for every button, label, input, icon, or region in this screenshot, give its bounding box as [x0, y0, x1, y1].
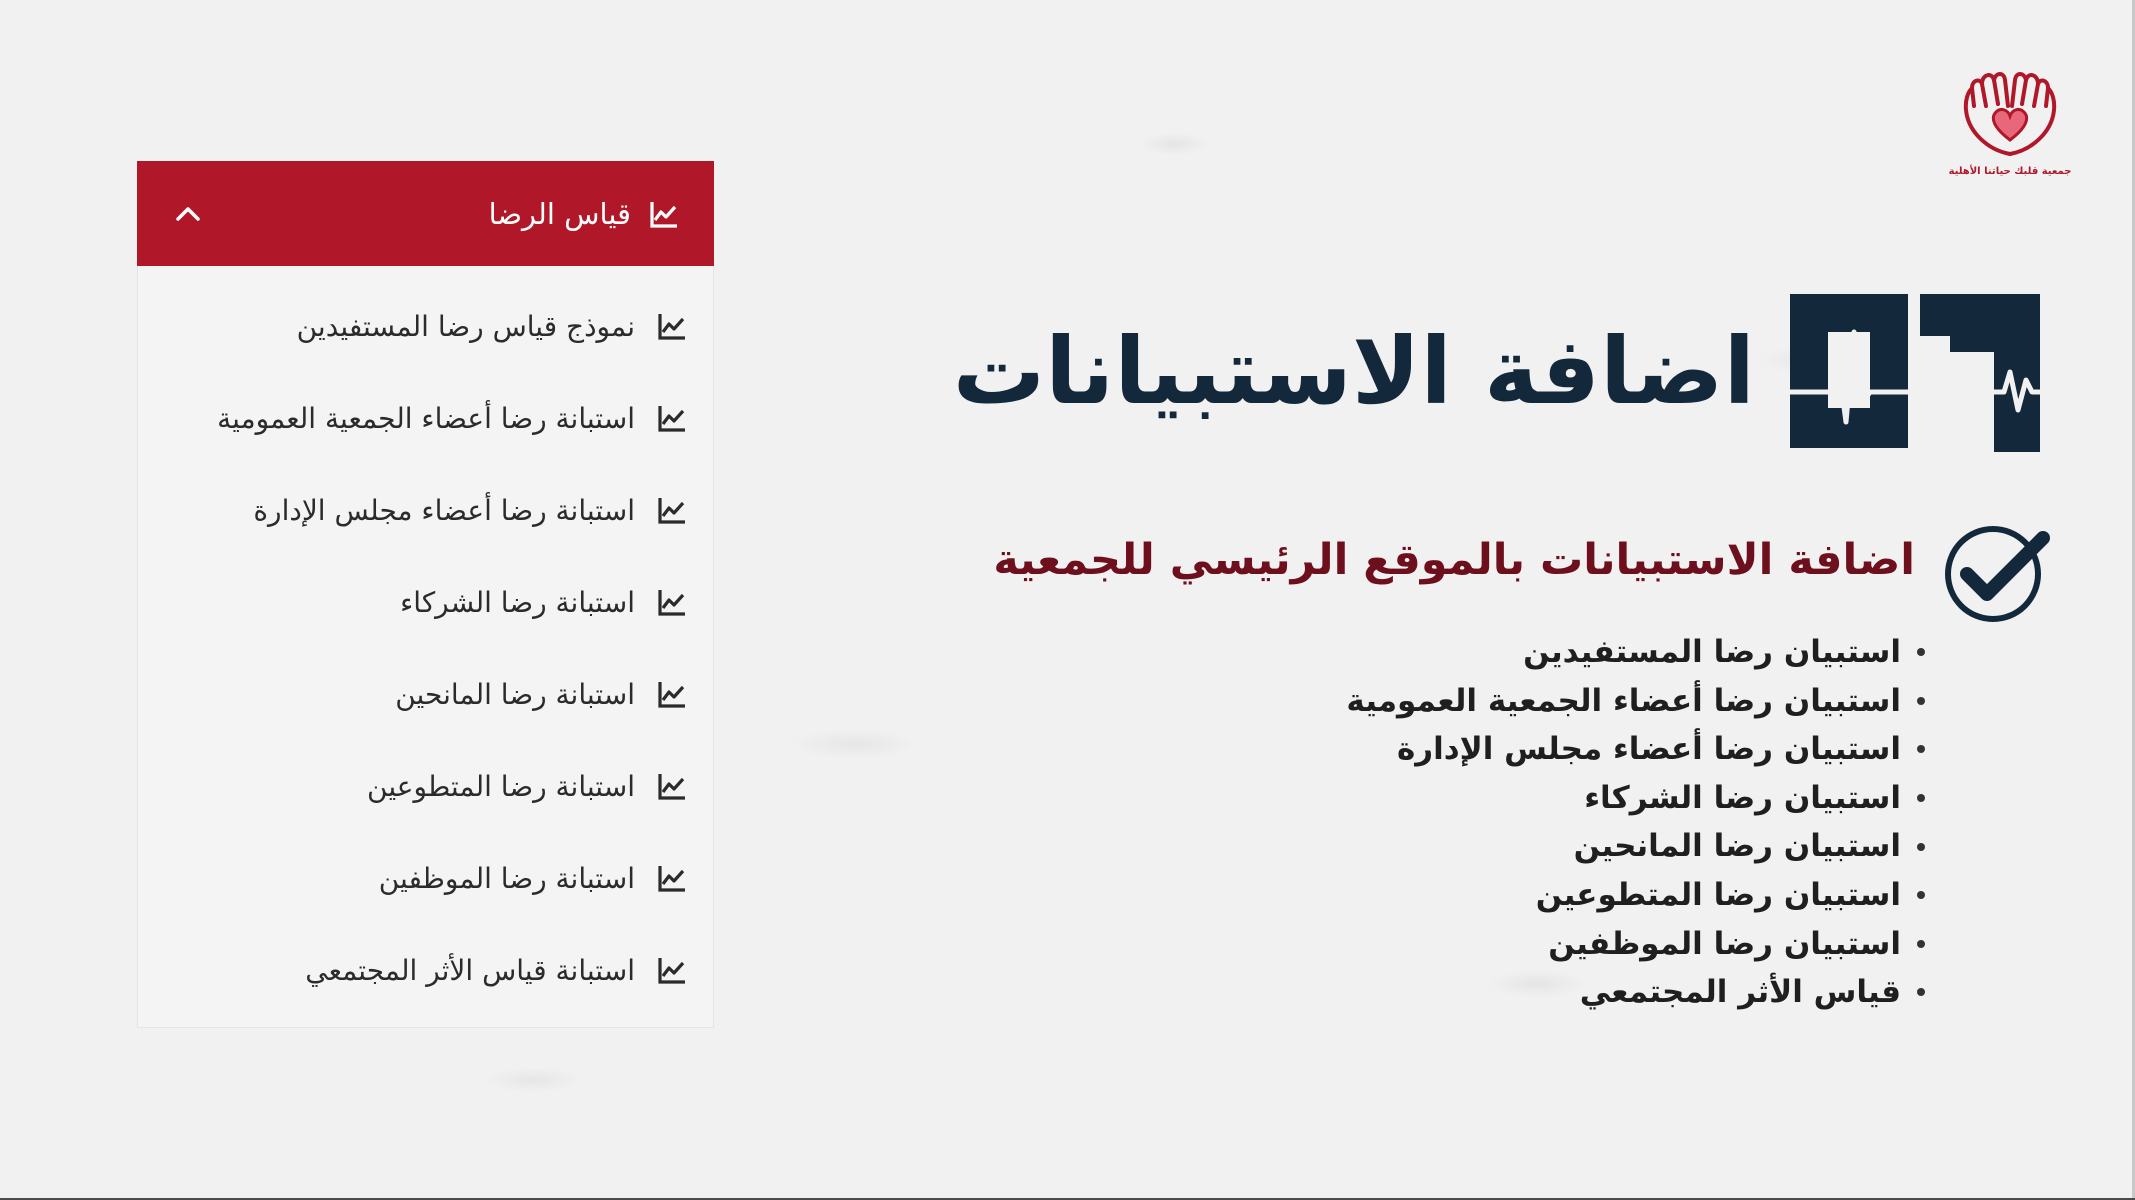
bullet-icon — [1917, 891, 1925, 899]
logo-caption: جمعية قلبك حياتنا الأهلية — [1948, 166, 2072, 177]
menu-item-label: نموذج قياس رضا المستفيدين — [296, 309, 635, 343]
chart-line-icon — [649, 199, 679, 229]
chart-line-icon — [657, 863, 687, 893]
chart-line-icon — [657, 311, 687, 341]
organization-logo — [1945, 66, 2075, 177]
dropdown-header-content — [489, 197, 679, 231]
menu-item-label: استبانة رضا الشركاء — [400, 585, 635, 619]
list-item-text: استبيان رضا المتطوعين — [1535, 876, 1901, 913]
chart-line-icon — [657, 495, 687, 525]
menu-item-label: استبانة رضا أعضاء مجلس الإدارة — [253, 493, 635, 527]
menu-item-label: استبانة رضا المتطوعين — [367, 769, 635, 803]
list-item — [1346, 920, 1925, 969]
chart-line-icon — [657, 587, 687, 617]
chart-line-icon — [657, 955, 687, 985]
list-item — [1346, 628, 1925, 677]
section-subtitle: اضافة الاستبيانات بالموقع الرئيسي للجمعية — [993, 535, 1915, 585]
bullet-icon — [1917, 794, 1925, 802]
menu-item-label: استبانة رضا المانحين — [395, 677, 635, 711]
menu-item-employees[interactable] — [138, 832, 713, 924]
list-item — [1346, 871, 1925, 920]
section-number-graphic — [1790, 292, 2040, 462]
dropdown-menu — [137, 266, 714, 1028]
list-item-text: استبيان رضا المستفيدين — [1523, 634, 1901, 670]
chart-line-icon — [657, 679, 687, 709]
chevron-up-icon[interactable] — [167, 193, 209, 235]
menu-item-label: استبانة رضا أعضاء الجمعية العمومية — [217, 401, 635, 435]
menu-item-donors[interactable] — [138, 648, 713, 740]
menu-item-community-impact[interactable] — [138, 924, 713, 1016]
list-item-text: استبيان رضا أعضاء الجمعية العمومية — [1346, 682, 1901, 719]
menu-item-general-assembly[interactable] — [138, 372, 713, 464]
bullet-icon — [1917, 648, 1925, 656]
check-circle-icon — [1943, 524, 2053, 628]
dropdown-header-label: قياس الرضا — [488, 196, 631, 231]
menu-item-label: استبانة قياس الأثر المجتمعي — [305, 953, 635, 987]
menu-item-volunteers[interactable] — [138, 740, 713, 832]
list-item-text: استبيان رضا المانحين — [1573, 828, 1901, 865]
list-item — [1346, 968, 1925, 1017]
chart-line-icon — [657, 771, 687, 801]
bullet-icon — [1917, 745, 1925, 753]
section-title: اضافة الاستبيانات — [952, 318, 1755, 425]
bullet-icon — [1917, 988, 1925, 996]
list-item-text: قياس الأثر المجتمعي — [1579, 974, 1901, 1011]
list-item-text: استبيان رضا أعضاء مجلس الإدارة — [1396, 731, 1901, 768]
list-item — [1346, 774, 1925, 823]
bullet-icon — [1917, 697, 1925, 705]
bullet-icon — [1917, 940, 1925, 948]
menu-item-partners[interactable] — [138, 556, 713, 648]
list-item-text: استبيان رضا الشركاء — [1584, 779, 1901, 816]
list-item — [1346, 725, 1925, 774]
bullet-icon — [1917, 843, 1925, 851]
menu-item-label: استبانة رضا الموظفين — [378, 861, 635, 895]
list-item — [1346, 822, 1925, 871]
menu-item-beneficiaries[interactable] — [138, 280, 713, 372]
chart-line-icon — [657, 403, 687, 433]
list-item-text: استبيان رضا الموظفين — [1548, 925, 1901, 962]
satisfaction-dropdown — [137, 161, 714, 1028]
survey-list — [1346, 628, 1925, 1017]
list-item — [1346, 677, 1925, 726]
hands-heart-icon — [1958, 66, 2062, 160]
dropdown-header[interactable] — [137, 161, 714, 266]
menu-item-board[interactable] — [138, 464, 713, 556]
